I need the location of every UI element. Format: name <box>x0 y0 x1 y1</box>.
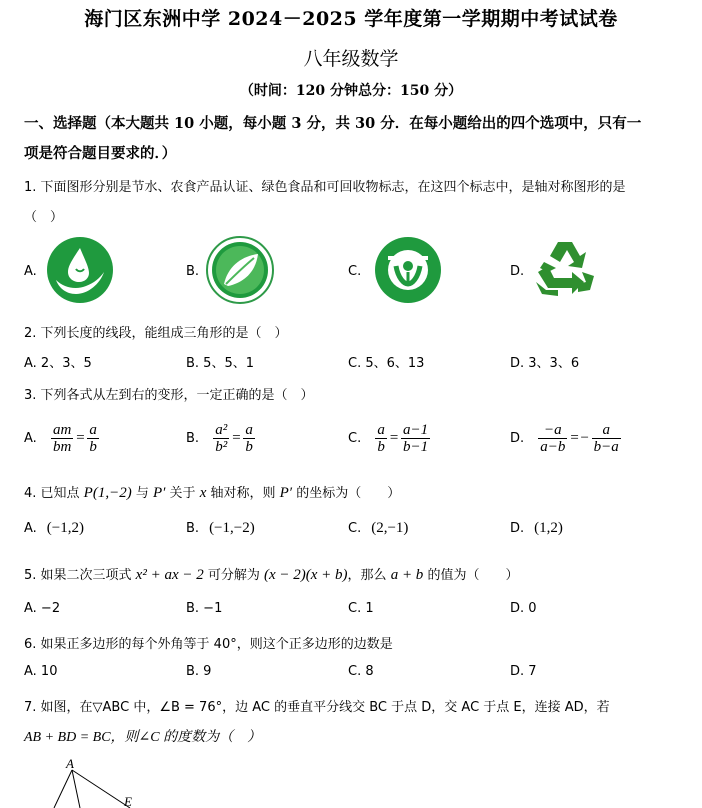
q4-stem-a: 4. 已知点 <box>24 486 84 501</box>
q5-expr3: a + b <box>390 567 424 583</box>
q5-option-b: B. −1 <box>186 601 223 616</box>
water-saving-logo-icon <box>46 236 114 304</box>
agri-product-cert-logo-icon <box>206 236 274 304</box>
exam-title: 海门区东洲中学 2024－2025 学年度第一学期期中考试试卷 <box>84 8 618 30</box>
q7-stem-line1: 7. 如图，在▽ABC 中，∠B = 76°，边 AC 的垂直平分线交 BC 于点 D，交 AC 于点 E，连接 AD，若 <box>24 700 610 715</box>
q4-option-a <box>24 520 84 537</box>
q3-option-d <box>510 422 623 455</box>
q3-d-eq: =− <box>569 429 590 446</box>
q7-vertex-a-label: A <box>66 756 74 771</box>
q6-option-d: D. 7 <box>510 664 537 679</box>
q4-option-d-label: D. <box>510 521 525 536</box>
q3-d-den2: b−a <box>593 439 619 455</box>
q5-option-d: D. 0 <box>510 601 537 616</box>
q4-point-p2: P′ <box>152 485 166 501</box>
q6-stem: 6. 如果正多边形的每个外角等于 40°，则这个正多边形的边数是 <box>24 637 393 652</box>
q3-option-c <box>348 422 432 455</box>
q1-stem-line2: （ ） <box>24 210 64 225</box>
q4-option-a-label: A. <box>24 521 37 536</box>
q3-option-c-label: C. <box>348 430 362 446</box>
q5-stem-d: 的值为（ ） <box>423 568 519 583</box>
q4-option-b-value: (−1,−2) <box>209 520 255 536</box>
q3-option-a <box>24 422 101 455</box>
q5-stem-b: 可分解为 <box>203 568 264 583</box>
q6-option-c: C. 8 <box>348 664 374 679</box>
recycle-logo-icon <box>532 238 598 302</box>
q4-option-c-value: (2,−1) <box>371 520 409 536</box>
exam-subject: 八年级数学 <box>303 48 399 70</box>
q5-option-c: C. 1 <box>348 601 374 616</box>
q2-option-a: A. 2、3、5 <box>24 356 92 371</box>
q3-d-den1: a−b <box>540 439 566 455</box>
q5-option-a: A. −2 <box>24 601 61 616</box>
q3-d-num1: −a <box>538 422 567 439</box>
q3-b-den1: b² <box>215 439 228 455</box>
q4-stem <box>24 482 400 502</box>
q5-expr2: (x − 2)(x + b) <box>264 567 348 583</box>
q4-stem-d: 轴对称，则 <box>206 486 280 501</box>
q3-c-den2: b−1 <box>402 439 429 455</box>
q3-a-num1: am <box>52 422 72 438</box>
q4-point-p: P(1,−2) <box>83 485 132 501</box>
q1-option-b-label: B. <box>186 264 200 279</box>
q5-stem-a: 5. 如果二次三项式 <box>24 568 136 583</box>
q3-option-b-label: B. <box>186 430 200 446</box>
q3-a-eq: = <box>75 429 86 446</box>
q4-axis: x <box>199 485 207 501</box>
q1-option-d-label: D. <box>510 264 525 279</box>
q3-c-eq: = <box>388 429 399 446</box>
q4-option-d-value: (1,2) <box>534 520 563 536</box>
green-food-logo-icon <box>374 236 442 304</box>
q4-point-p3: P′ <box>279 485 293 501</box>
q3-stem: 3. 下列各式从左到右的变形，一定正确的是（ ） <box>24 388 314 403</box>
q5-stem <box>24 564 518 584</box>
q3-c-den1: b <box>377 439 385 455</box>
q3-c-num1: a <box>377 422 385 438</box>
q3-option-b <box>186 422 257 455</box>
q3-b-num1: a² <box>215 422 228 438</box>
q3-a-den1: bm <box>52 439 72 455</box>
q4-stem-e: 的坐标为（ ） <box>292 486 401 501</box>
q4-option-b-label: B. <box>186 521 200 536</box>
q7-triangle-figure <box>40 756 160 808</box>
q3-a-num2: a <box>89 422 97 438</box>
q4-option-d <box>510 520 563 537</box>
q3-b-den2: b <box>245 439 253 455</box>
q5-expr1: x² + ax − 2 <box>135 567 204 583</box>
q3-b-eq: = <box>231 429 242 446</box>
q4-option-a-value: (−1,2) <box>46 520 84 536</box>
q3-option-d-label: D. <box>510 430 525 446</box>
q3-option-a-label: A. <box>24 430 37 446</box>
q3-a-den2: b <box>89 439 97 455</box>
section-heading-line1: 一、选择题（本大题共 10 小题，每小题 3 分，共 30 分．在每小题给出的四个选项中，只有一 <box>24 115 642 132</box>
q2-option-b: B. 5、5、1 <box>186 356 254 371</box>
q1-option-c-label: C. <box>348 264 362 279</box>
q3-b-num2: a <box>245 422 253 438</box>
q7-point-e-label: E <box>124 794 132 808</box>
q3-c-num2: a−1 <box>402 422 429 438</box>
q2-option-d: D. 3、3、6 <box>510 356 580 371</box>
exam-time-info: （时间：120 分钟总分：150 分） <box>239 83 463 99</box>
q5-stem-c: ，那么 <box>347 568 391 583</box>
q2-stem: 2. 下列长度的线段，能组成三角形的是（ ） <box>24 326 288 341</box>
q4-option-b <box>186 520 255 537</box>
q4-stem-c: 关于 <box>165 486 200 501</box>
q2-option-c: C. 5、6、13 <box>348 356 425 371</box>
q4-stem-b: 与 <box>131 486 153 501</box>
q6-option-a: A. 10 <box>24 664 58 679</box>
q4-option-c <box>348 520 408 537</box>
q6-option-b: B. 9 <box>186 664 212 679</box>
q1-option-a-label: A. <box>24 264 37 279</box>
q7-stem-line2: AB + BD = BC，则∠C 的度数为（ ） <box>24 730 262 745</box>
q4-option-c-label: C. <box>348 521 362 536</box>
section-heading-line2: 项是符合题目要求的．） <box>24 145 177 162</box>
q3-d-num2: a <box>592 422 621 439</box>
q1-stem-line1: 1. 下面图形分别是节水、农食产品认证、绿色食品和可回收物标志，在这四个标志中，是轴对称图形的是 <box>24 180 626 195</box>
